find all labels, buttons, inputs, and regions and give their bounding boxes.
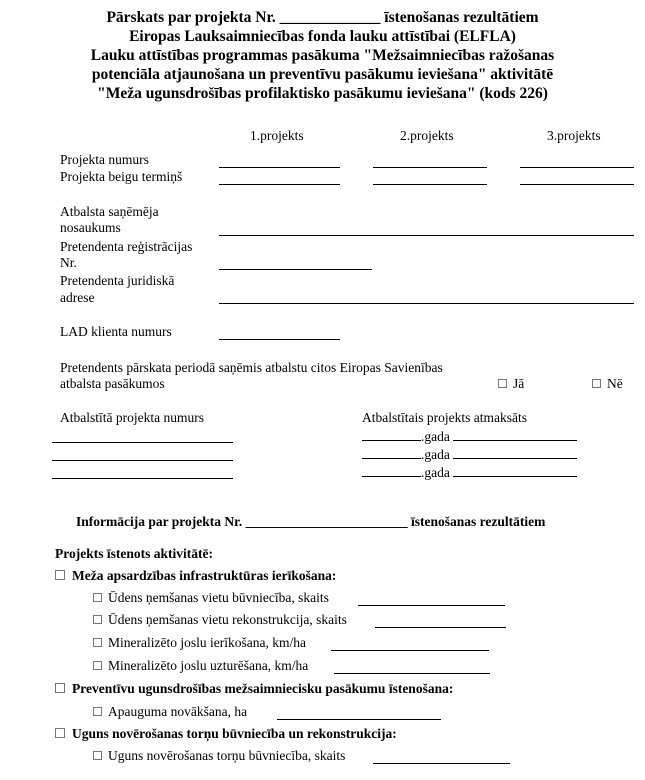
column-header-3: 3.projekts xyxy=(547,128,601,143)
checkbox-icon[interactable] xyxy=(93,751,102,760)
column-header-1: 1.projekts xyxy=(250,128,304,143)
legal-address-field[interactable] xyxy=(219,303,634,304)
group1-item-1[interactable] xyxy=(93,590,329,606)
title-line-2: Eiropas Lauksaimniecības fonda lauku attīstībai (ELFLA) xyxy=(129,28,516,45)
checkbox-icon[interactable] xyxy=(55,683,65,693)
project-number-label: Projekta numurs xyxy=(60,152,149,167)
group1-option[interactable] xyxy=(55,568,336,584)
supported-project-number-field-1[interactable] xyxy=(52,442,233,443)
paid-amount-field[interactable] xyxy=(453,464,577,477)
paid-row-2 xyxy=(362,446,577,463)
project-deadline-field-3[interactable] xyxy=(520,184,634,185)
group1-label: Meža apsardzības infrastruktūras ierīkošana: xyxy=(72,568,337,583)
checkbox-icon[interactable] xyxy=(93,615,102,624)
group3-item-1-field[interactable] xyxy=(373,763,510,764)
group1-item-4[interactable] xyxy=(93,658,308,674)
group1-item-3-field[interactable] xyxy=(331,650,489,651)
supported-project-number-field-2[interactable] xyxy=(52,460,233,461)
checkbox-icon[interactable] xyxy=(55,570,65,580)
column-header-2: 2.projekts xyxy=(400,128,454,143)
group1-item-2[interactable] xyxy=(93,612,347,628)
eu-support-no-option[interactable] xyxy=(592,376,623,392)
recipient-name-label-2: nosaukums xyxy=(60,220,121,235)
gada-label: .gada xyxy=(421,465,450,480)
registration-label: Pretendenta reģistrācijas xyxy=(60,239,193,254)
paid-amount-field[interactable] xyxy=(453,446,577,459)
group3-label: Uguns novērošanas torņu būvniecība un rekonstrukcija: xyxy=(72,726,397,741)
item-label: Mineralizēto joslu ierīkošana, km/ha xyxy=(108,635,306,650)
group3-item-1[interactable] xyxy=(93,748,345,764)
item-label: Mineralizēto joslu uzturēšana, km/ha xyxy=(108,658,309,673)
legal-address-label: Pretendenta juridiskā xyxy=(60,273,175,288)
paid-year-field[interactable] xyxy=(362,446,421,459)
paid-year-field[interactable] xyxy=(362,464,421,477)
group2-option[interactable] xyxy=(55,681,453,697)
group2-item-1[interactable] xyxy=(93,704,247,720)
item-label: Ūdens ņemšanas vietu būvniecība, skaits xyxy=(108,590,329,605)
recipient-name-label: Atbalsta saņēmēja xyxy=(60,204,159,219)
yes-label: Jā xyxy=(513,376,525,391)
title-line-1: Pārskats par projekta Nr. _____________ īstenošanas rezultātiem xyxy=(106,9,539,26)
project-number-field-1[interactable] xyxy=(219,167,340,168)
eu-support-question-2: atbalsta pasākumos xyxy=(60,376,165,391)
checkbox-icon[interactable] xyxy=(93,593,102,602)
project-number-field-2[interactable] xyxy=(373,167,487,168)
activity-heading: Projekts īstenots aktivitātē: xyxy=(55,546,213,561)
checkbox-icon[interactable] xyxy=(592,379,601,388)
supported-project-number-header: Atbalstītā projekta numurs xyxy=(60,410,204,425)
eu-support-yes-option[interactable] xyxy=(498,376,524,392)
title-line-4: potenciāla atjaunošana un preventīvu pasākumu ieviešana" aktivitātē xyxy=(91,66,554,83)
supported-project-number-field-3[interactable] xyxy=(52,478,233,479)
item-label: Apauguma novākšana, ha xyxy=(108,704,248,719)
project-number-field-3[interactable] xyxy=(520,167,634,168)
title-line-3: Lauku attīstības programmas pasākuma "Mežsaimniecības ražošanas xyxy=(90,47,555,64)
project-deadline-field-1[interactable] xyxy=(219,184,340,185)
info-heading: Informācija par projekta Nr. ________________________ īstenošanas rezultātiem xyxy=(76,514,546,529)
eu-support-question: Pretendents pārskata periodā saņēmis atbalstu citos Eiropas Savienības xyxy=(60,360,443,375)
paid-row-1 xyxy=(362,428,577,445)
gada-label: .gada xyxy=(421,447,450,462)
item-label: Uguns novērošanas torņu būvniecība, skaits xyxy=(108,748,346,763)
group1-item-2-field[interactable] xyxy=(375,627,506,628)
paid-row-3 xyxy=(362,464,577,481)
title-line-5: "Meža ugunsdrošības profilaktisko pasākumu ieviešana" (kods 226) xyxy=(97,85,548,102)
no-label: Nē xyxy=(607,376,623,391)
lad-client-label: LAD klienta numurs xyxy=(60,324,172,339)
group1-item-4-field[interactable] xyxy=(334,673,490,674)
paid-year-field[interactable] xyxy=(362,428,421,441)
checkbox-icon[interactable] xyxy=(93,638,102,647)
checkbox-icon[interactable] xyxy=(498,379,507,388)
group2-label: Preventīvu ugunsdrošības mežsaimniecisku pasākumu īstenošana: xyxy=(72,681,454,696)
group1-item-3[interactable] xyxy=(93,635,306,651)
project-deadline-label: Projekta beigu termiņš xyxy=(60,169,183,184)
group2-item-1-field[interactable] xyxy=(277,719,441,720)
project-deadline-field-2[interactable] xyxy=(373,184,487,185)
checkbox-icon[interactable] xyxy=(93,707,102,716)
group1-item-1-field[interactable] xyxy=(358,605,505,606)
recipient-name-field[interactable] xyxy=(219,235,634,236)
checkbox-icon[interactable] xyxy=(55,728,65,738)
lad-client-field[interactable] xyxy=(219,339,340,340)
registration-field[interactable] xyxy=(219,269,372,270)
registration-label-2: Nr. xyxy=(60,255,77,270)
gada-label: .gada xyxy=(421,429,450,444)
checkbox-icon[interactable] xyxy=(93,661,102,670)
paid-amount-field[interactable] xyxy=(453,428,577,441)
legal-address-label-2: adrese xyxy=(60,290,95,305)
item-label: Ūdens ņemšanas vietu rekonstrukcija, skaits xyxy=(108,612,347,627)
supported-project-paid-header: Atbalstītais projekts atmaksāts xyxy=(362,410,527,425)
group3-option[interactable] xyxy=(55,726,397,742)
